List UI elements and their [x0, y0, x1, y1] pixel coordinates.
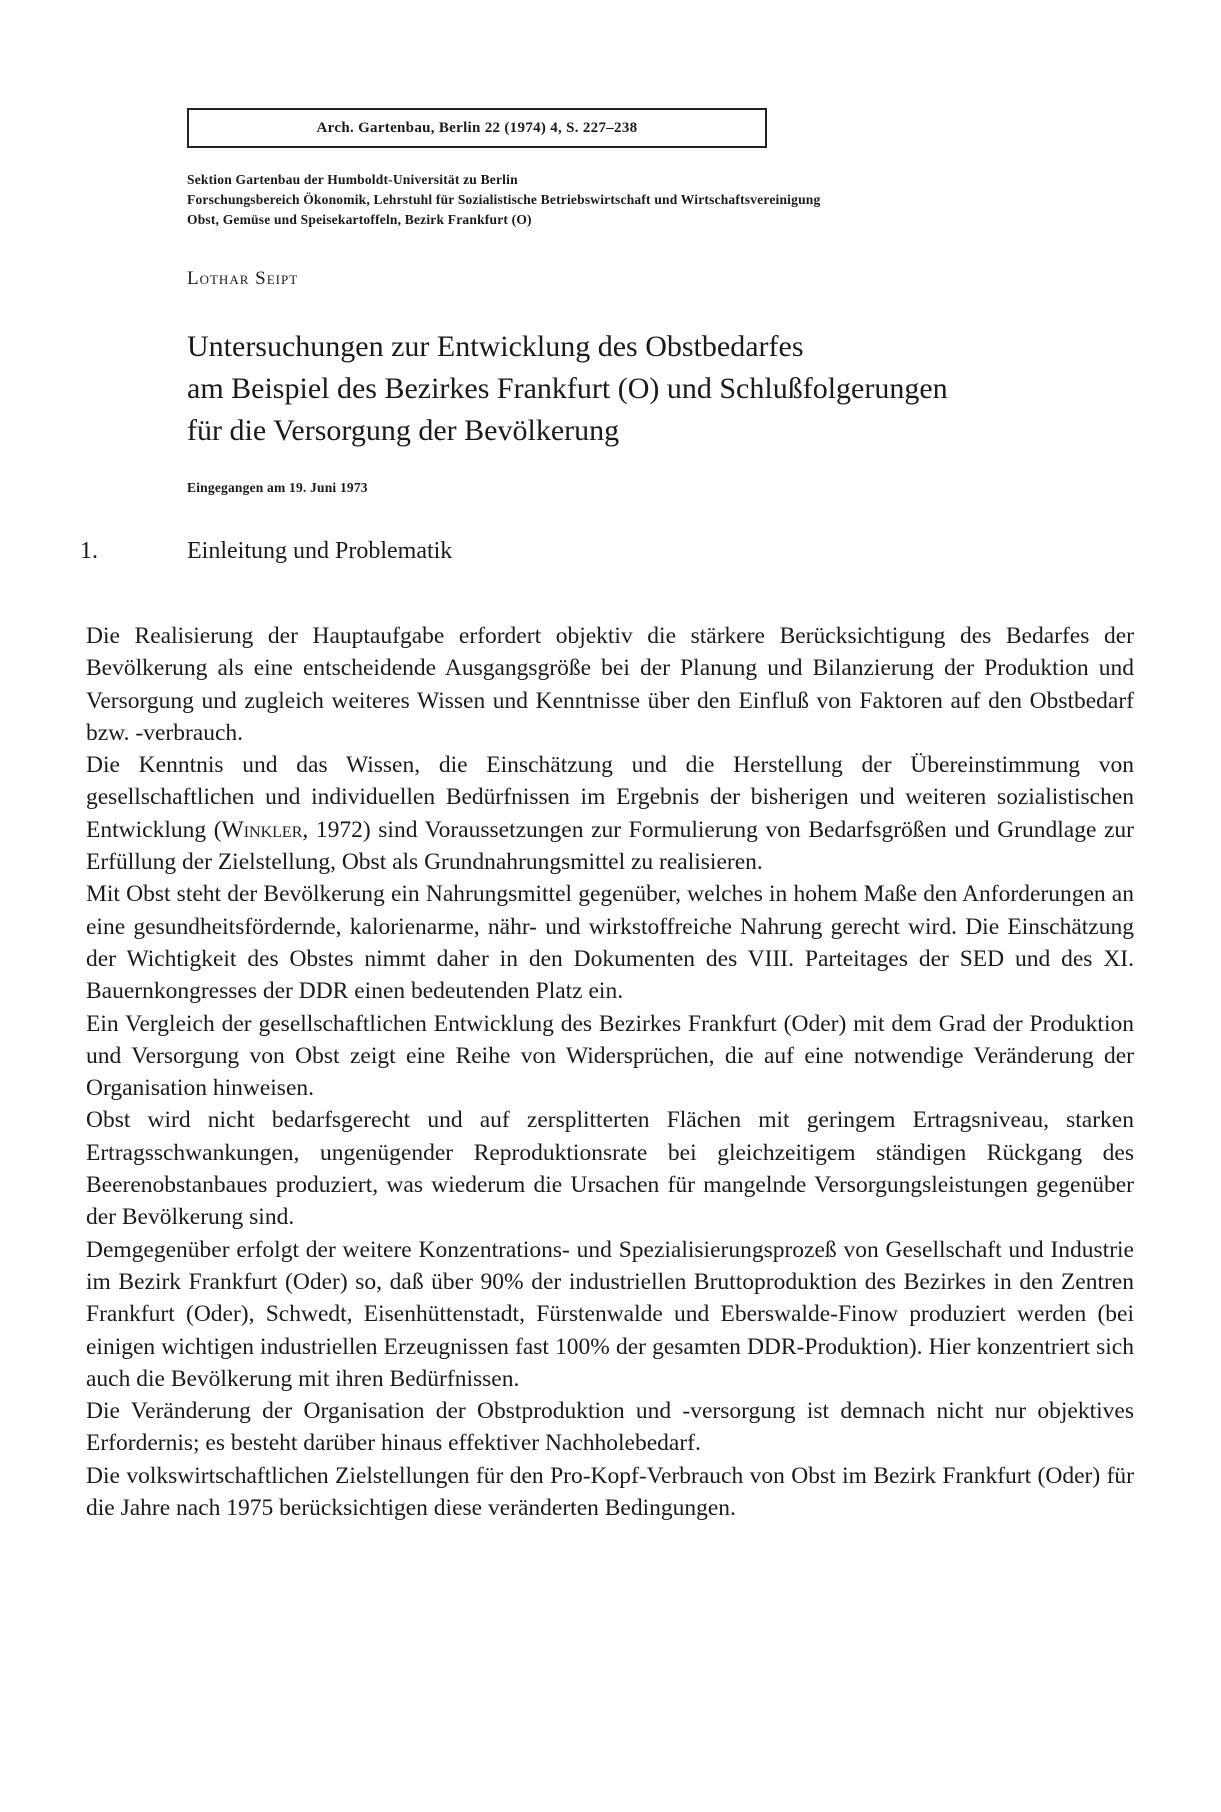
paragraph: Obst wird nicht bedarfsgerecht und auf zersplitterten Flächen mit geringem Ertragsniveau, starken Ertragsschwankungen, ungenügender Reproduktionsrate bei gleichzeitigem ständigen Rückgang des Beerenobstanbaues produziert, was wiederum die Ursachen für mangelnde Versorgungsleistungen gegenüber der Bevölkerung sind.	[86, 1107, 1134, 1231]
paragraph: Demgegenüber erfolgt der weitere Konzentrations- und Spezialisierungsprozeß von Gesellschaft und Industrie im Bezirk Frankfurt (Oder) so, daß über 90% der industriellen Bruttoproduktion des Bezirkes in den Zentren Frankfurt (Oder), Schwedt, Eisenhüttenstadt, Fürstenwalde und Eberswalde-Finow produziert werden (bei einigen wichtigen industriellen Erzeugnissen fast 100% der gesamten DDR-Produktion). Hier konzentriert sich auch die Bevölkerung mit ihren Bedürfnissen.	[86, 1236, 1134, 1392]
paragraph: Die Veränderung der Organisation der Obstproduktion und -versorgung ist demnach nicht nur objektives Erfordernis; es besteht darüber hinaus effektiver Nachholebedarf.	[86, 1398, 1134, 1457]
affiliation-block	[187, 170, 1147, 230]
paragraph	[86, 749, 1134, 878]
paragraph: Die volkswirtschaftlichen Zielstellungen für den Pro-Kopf-Verbrauch von Obst im Bezirk Frankfurt (Oder) für die Jahre nach 1975 berücksichtigen diese veränderten Bedingungen.	[86, 1462, 1134, 1522]
received-date: Eingegangen am 19. Juni 1973	[187, 480, 368, 495]
author-name: Lothar Seipt	[187, 268, 299, 289]
section-heading	[80, 538, 452, 565]
affiliation-line: Sektion Gartenbau der Humboldt-Universität zu Berlin	[187, 172, 518, 187]
affiliation-line: Forschungsbereich Ökonomik, Lehrstuhl für Sozialistische Betriebswirtschaft und Wirtschaftsvereinigung	[187, 192, 821, 207]
cited-author: Winkler	[221, 816, 303, 843]
paragraph: Die Realisierung der Hauptaufgabe erfordert objektiv die stärkere Berücksichtigung des Bedarfes der Bevölkerung als eine entscheidende Ausgangsgröße bei der Planung und Bilanzierung der Produktion und Versorgung und zugleich weiteres Wissen und Kenntnisse über den Einfluß von Faktoren auf den Obstbedarf bzw. -verbrauch.	[86, 623, 1134, 746]
paragraph-text: Die Kenntnis und das Wissen, die Einschätzung und die Herstellung der Übereinstimmung von gesellschaftlichen und individuellen Bedürfnissen im Ergebnis der bisherigen und weiteren sozialistischen Entwicklung (	[86, 752, 1134, 843]
section-number: 1.	[80, 538, 98, 564]
affiliation-line: Obst, Gemüse und Speisekartoffeln, Bezirk Frankfurt (O)	[187, 212, 532, 227]
section-title: Einleitung und Problematik	[187, 538, 453, 564]
body-text	[86, 620, 1134, 1524]
paragraph: Mit Obst steht der Bevölkerung ein Nahrungsmittel gegenüber, welches in hohem Maße den Anforderungen an eine gesundheitsfördernde, kalorienarme, nähr- und wirkstoffreiche Nahrung gerecht wird. Die Einschätzung der Wichtigkeit des Obstes nimmt daher in den Dokumenten des VIII. Parteitages der SED und des XI. Bauernkongresses der DDR einen bedeutenden Platz ein.	[86, 881, 1134, 1005]
title-line: am Beispiel des Bezirkes Frankfurt (O) und Schlußfolgerungen	[187, 372, 948, 405]
paragraph: Ein Vergleich der gesellschaftlichen Entwicklung des Bezirkes Frankfurt (Oder) mit dem Grad der Produktion und Versorgung von Obst zeigt eine Reihe von Widersprüchen, die auf eine notwendige Veränderung der Organisation hinweisen.	[86, 1010, 1134, 1102]
paper-title	[187, 326, 1147, 452]
journal-citation-box	[187, 108, 767, 148]
title-line: für die Versorgung der Bevölkerung	[187, 414, 620, 447]
paragraph-text: , 1972) sind Voraussetzungen zur Formulierung von Bedarfsgrößen und Grundlage zur Erfüllung der Zielstellung, Obst als Grundnahrungsmittel zu realisieren.	[86, 816, 1134, 876]
journal-citation: Arch. Gartenbau, Berlin 22 (1974) 4, S. 227–238	[316, 119, 638, 136]
title-line: Untersuchungen zur Entwicklung des Obstbedarfes	[187, 330, 804, 363]
